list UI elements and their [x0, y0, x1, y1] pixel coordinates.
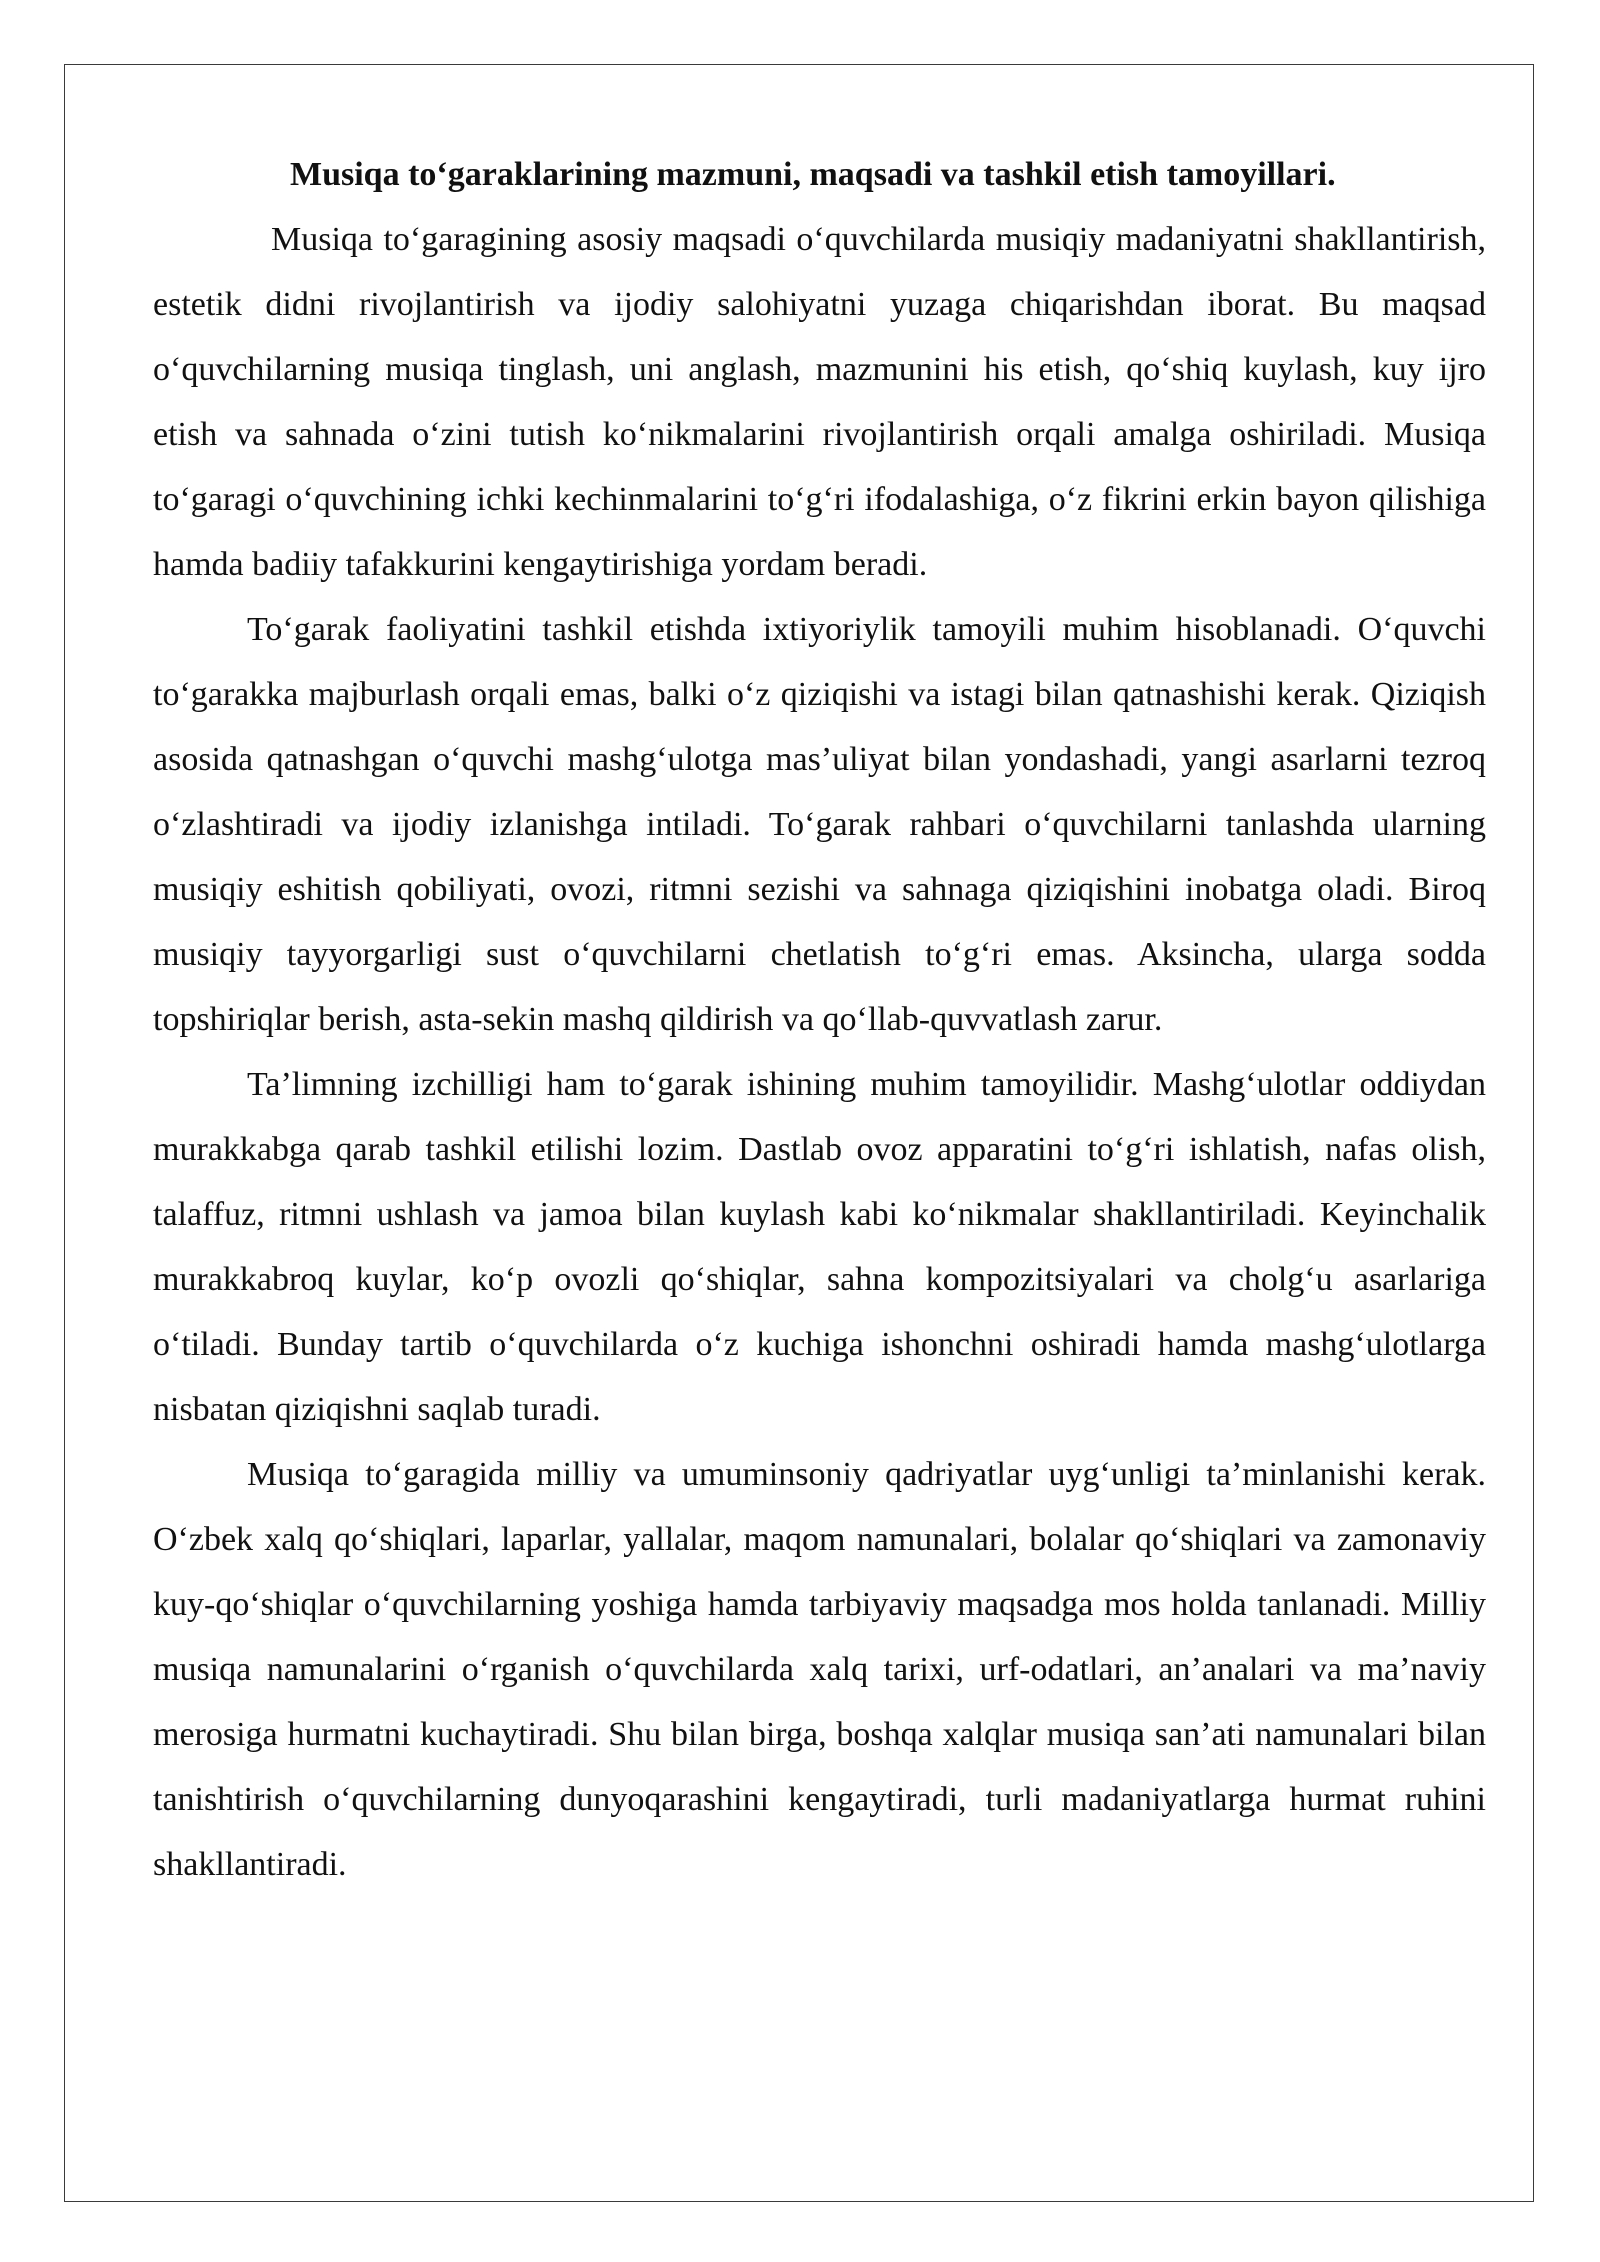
paragraph-purpose: Musiqa to‘garagining asosiy maqsadi o‘quvchilarda musiqiy madaniyatni shakllantirish, estetik didni rivojlantirish va ijodiy salohiyatni yuzaga chiqarishdan iborat. Bu maqsad o‘quvchilarning musiqa tinglash, uni anglash, mazmunini his etish, qo‘shiq kuylash, kuy ijro etish va sahnada o‘zini tutish ko‘nikmalarini rivojlantirish orqali amalga oshiriladi. Musiqa to‘garagi o‘quvchining ichki kechinmalarini to‘g‘ri ifodalashiga, o‘z fikrini erkin bayon qilishiga hamda badiiy tafakkurini kengaytirishiga yordam beradi. — [153, 221, 1486, 583]
document-body — [153, 142, 1486, 1897]
paragraph-voluntariness: To‘garak faoliyatini tashkil etishda ixtiyoriylik tamoyili muhim hisoblanadi. O‘quvchi to‘garakka majburlash orqali emas, balki o‘z qiziqishi va istagi bilan qatnashishi kerak. Qiziqish asosida qatnashgan o‘quvchi mashg‘ulotga mas’uliyat bilan yondashadi, yangi asarlarni tezroq o‘zlashtiradi va ijodiy izlanishga intiladi. To‘garak rahbari o‘quvchilarni tanlashda ularning musiqiy eshitish qobiliyati, ovozi, ritmni sezishi va sahnaga qiziqishini inobatga oladi. Biroq musiqiy tayyorgarligi sust o‘quvchilarni chetlatish to‘g‘ri emas. Aksincha, ularga sodda topshiriqlar berish, asta-sekin mashq qildirish va qo‘llab-quvvatlash zarur. — [153, 611, 1486, 1038]
paragraph-consistency: Ta’limning izchilligi ham to‘garak ishining muhim tamoyilidir. Mashg‘ulotlar oddiydan murakkabga qarab tashkil etilishi lozim. Dastlab ovoz apparatini to‘g‘ri ishlatish, nafas olish, talaffuz, ritmni ushlash va jamoa bilan kuylash kabi ko‘nikmalar shakllantiriladi. Keyinchalik murakkabroq kuylar, ko‘p ovozli qo‘shiqlar, sahna kompozitsiyalari va cholg‘u asarlariga o‘tiladi. Bunday tartib o‘quvchilarda o‘z kuchiga ishonchni oshiradi hamda mashg‘ulotlarga nisbatan qiziqishni saqlab turadi. — [153, 1066, 1486, 1428]
document-title: Musiqa to‘garaklarining mazmuni, maqsadi va tashkil etish tamoyillari. — [290, 156, 1336, 193]
paragraph-national-values: Musiqa to‘garagida milliy va umuminsoniy qadriyatlar uyg‘unligi ta’minlanishi kerak. O‘zbek xalq qo‘shiqlari, laparlar, yallalar, maqom namunalari, bolalar qo‘shiqlari va zamonaviy kuy-qo‘shiqlar o‘quvchilarning yoshiga hamda tarbiyaviy maqsadga mos holda tanlanadi. Milliy musiqa namunalarini o‘rganish o‘quvchilarda xalq tarixi, urf-odatlari, an’analari va ma’naviy merosiga hurmatni kuchaytiradi. Shu bilan birga, boshqa xalqlar musiqa san’ati namunalari bilan tanishtirish o‘quvchilarning dunyoqarashini kengaytiradi, turli madaniyatlarga hurmat ruhini shakllantiradi. — [153, 1456, 1486, 1883]
